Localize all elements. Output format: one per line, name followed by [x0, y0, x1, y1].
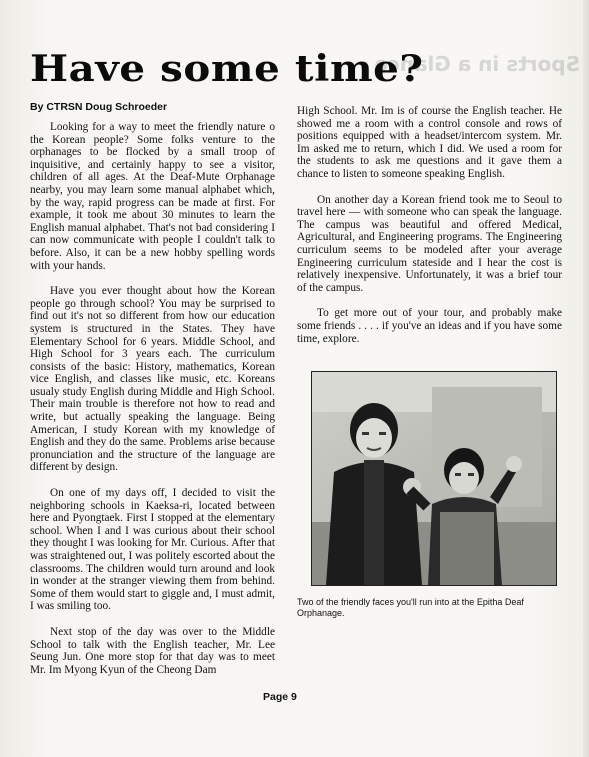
- photo-image: [312, 372, 556, 585]
- byline: By CTRSN Doug Schroeder: [30, 101, 168, 113]
- paragraph: On one of my days off, I decided to visit the neighboring schools in Kaeksa-ri, located between here and Pyongtaek. First I stopped at the elementary school. When I and I was curious about their school they thought I was looking for Mr. Curious. After that was straightened out, I was politely escorted about the classrooms. The children would turn around and look in wonder at the stranger viewing them from behind. Some of them would start to giggle and, I must admit, I was smiling too.: [30, 487, 276, 613]
- photo-two-children: [311, 371, 557, 586]
- left-column: [30, 121, 275, 689]
- article-title: Have some time?: [30, 48, 424, 90]
- paragraph: Have you ever thought about how the Korean people go through school? You may be surprised to find out it's not so different from how our education system is structured in the States. They have Elementary School for 6 years. Middle School, and High School for 3 years each. The curriculum consists of the basic: History, mathematics, Korean vice English, and classes like music, etc. Koreans usualy study English during Middle and High School. Their main trouble is therefore not how to read and write, but actually speaking the language. Being American, I study Korean with my knowledge of English and they do the same. Problems arise because pronunciation and the structure of the language are different by design.: [30, 285, 275, 474]
- paragraph: Looking for a way to meet the friendly nature o the Korean people? Some folks venture to the orphanages to be flocked by a small troop of inquisitive, and certainly happy to see a visitor, children of all ages. At the Deaf-Mute Orphanage nearby, you may learn some manual alphabet which, by the way, rapid progress can be made at first. For example, it took me about 30 minutes to learn the English manual alphabet. That's not bad considering I can now communicate with people I couldn't talk to before. Also, it can be a new hobby spelling words with your hands.: [30, 121, 275, 272]
- photo-caption: Two of the friendly faces you'll run into at the Epitha Deaf Orphanage.: [297, 597, 524, 618]
- paragraph: High School. Mr. Im is of course the English teacher. He showed me a room with a control console and rows of positions equipped with a headset/intercom system. Mr. Im asked me to return, which I did. We used a room for the students to ask me questions and it gave them a chance to listen to someone speaking English.: [297, 105, 562, 180]
- right-column: [297, 105, 562, 358]
- page-edge: [583, 0, 589, 757]
- page-number: Page 9: [263, 691, 297, 703]
- paragraph: Next stop of the day was over to the Middle School to talk with the English teacher, Mr. Lee Seung Jun. One more stop for that day was to meet Mr. Im Myong Kyun of the Cheong Dam: [30, 625, 275, 676]
- paragraph: On another day a Korean friend took me to Seoul to travel here — with someone who can speak the language. The campus was beautiful and offered Medical, Agricultural, and Engineering programs. The Engineering curriculum seems to be modeled after your average Engineering curriculum stateside and I hear the cost is relatively inexpensive. Unfortunately, it was a brief tour of the campus.: [297, 193, 562, 294]
- paragraph: To get more out of your tour, and probably make some friends . . . . if you've an ideas and if you have some time, explore.: [297, 307, 562, 345]
- bleed-through-text: Sports in a Glance: [374, 52, 580, 76]
